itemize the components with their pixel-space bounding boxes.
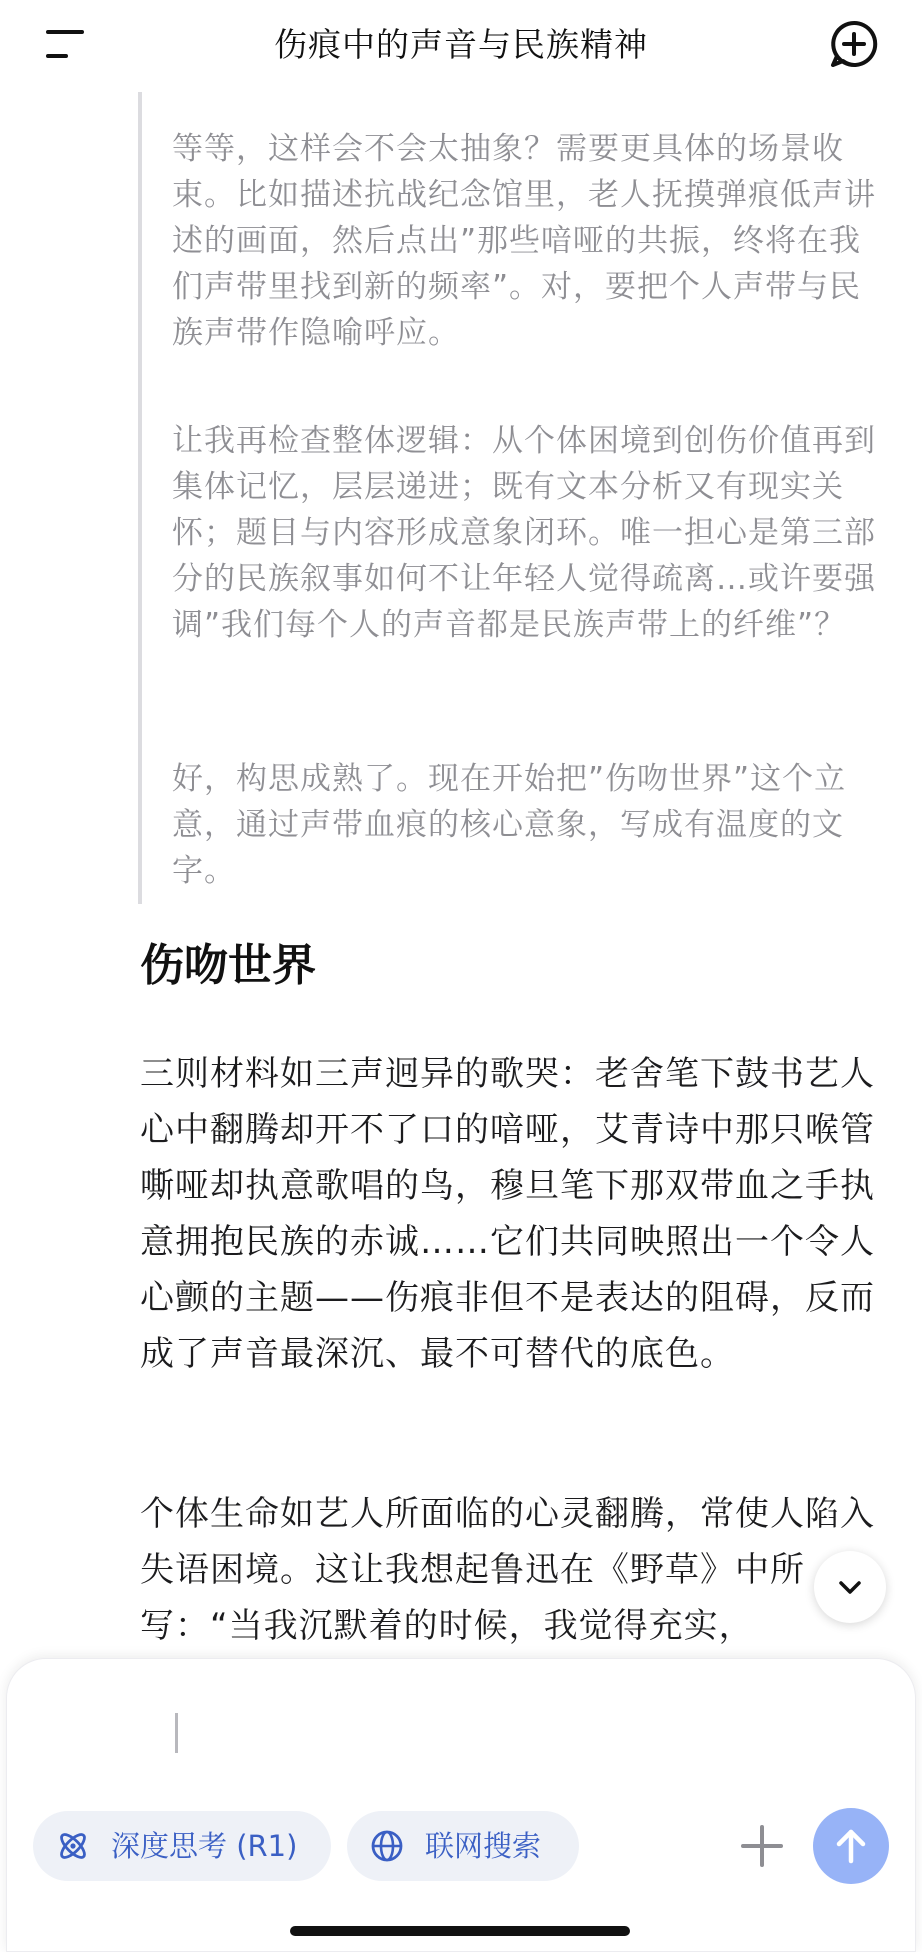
message-composer: [6, 1658, 916, 1952]
deep-think-button[interactable]: [33, 1811, 331, 1881]
thinking-paragraph: 让我再检查整体逻辑：从个体困境到创伤价值再到集体记忆，层层递进；既有文本分析又有现实关怀；题目与内容形成意象闭环。唯一担心是第三部分的民族叙事如何不让年轻人觉得疏离…或许要强调”我们每个人的声音都是民族声带上的纤维”？: [172, 423, 876, 643]
send-button[interactable]: [813, 1808, 889, 1884]
home-indicator: [290, 1926, 630, 1936]
essay-paragraph: 个体生命如艺人所面临的心灵翻腾，常使人陷入失语困境。这让我想起鲁迅在《野草》中所写：“当我沉默着的时候，我觉得充实，: [140, 1494, 875, 1646]
chevron-down-icon: [836, 1573, 864, 1601]
message-input[interactable]: [51, 1711, 491, 1757]
deep-think-label: 深度思考 (R1): [111, 1829, 298, 1863]
essay-paragraph: 三则材料如三声迥异的歌哭：老舍笔下鼓书艺人心中翻腾却开不了口的喑哑，艾青诗中那只喉管嘶哑却执意歌唱的鸟，穆旦笔下那双带血之手执意拥抱民族的赤诚……它们共同映照出一个令人心颤的主题——伤痕非但不是表达的阻碍，反而成了声音最深沉、最不可替代的底色。: [140, 1054, 875, 1374]
page-title: 伤痕中的声音与民族精神: [274, 25, 648, 64]
thinking-block: [138, 92, 890, 904]
text-cursor: [175, 1713, 178, 1753]
attach-plus-icon[interactable]: [737, 1821, 787, 1871]
web-search-label: 联网搜索: [425, 1829, 542, 1863]
thinking-paragraph: 等等，这样会不会太抽象？需要更具体的场景收束。比如描述抗战纪念馆里，老人抚摸弹痕低声讲述的画面，然后点出”那些喑哑的共振，终将在我们声带里找到新的频率”。对，要把个人声带与民族声带作隐喻呼应。: [172, 131, 876, 351]
essay-title: 伤吻世界: [140, 940, 316, 991]
atom-icon: [55, 1828, 91, 1864]
web-search-button[interactable]: [347, 1811, 579, 1881]
thinking-paragraph: 好，构思成熟了。现在开始把”伤吻世界”这个立意，通过声带血痕的核心意象，写成有温度的文字。: [172, 761, 847, 889]
scroll-to-bottom-button[interactable]: [814, 1551, 886, 1623]
new-chat-plus-icon[interactable]: [828, 18, 880, 70]
arrow-up-icon: [831, 1826, 871, 1866]
globe-icon: [369, 1828, 405, 1864]
top-bar: [0, 0, 922, 92]
